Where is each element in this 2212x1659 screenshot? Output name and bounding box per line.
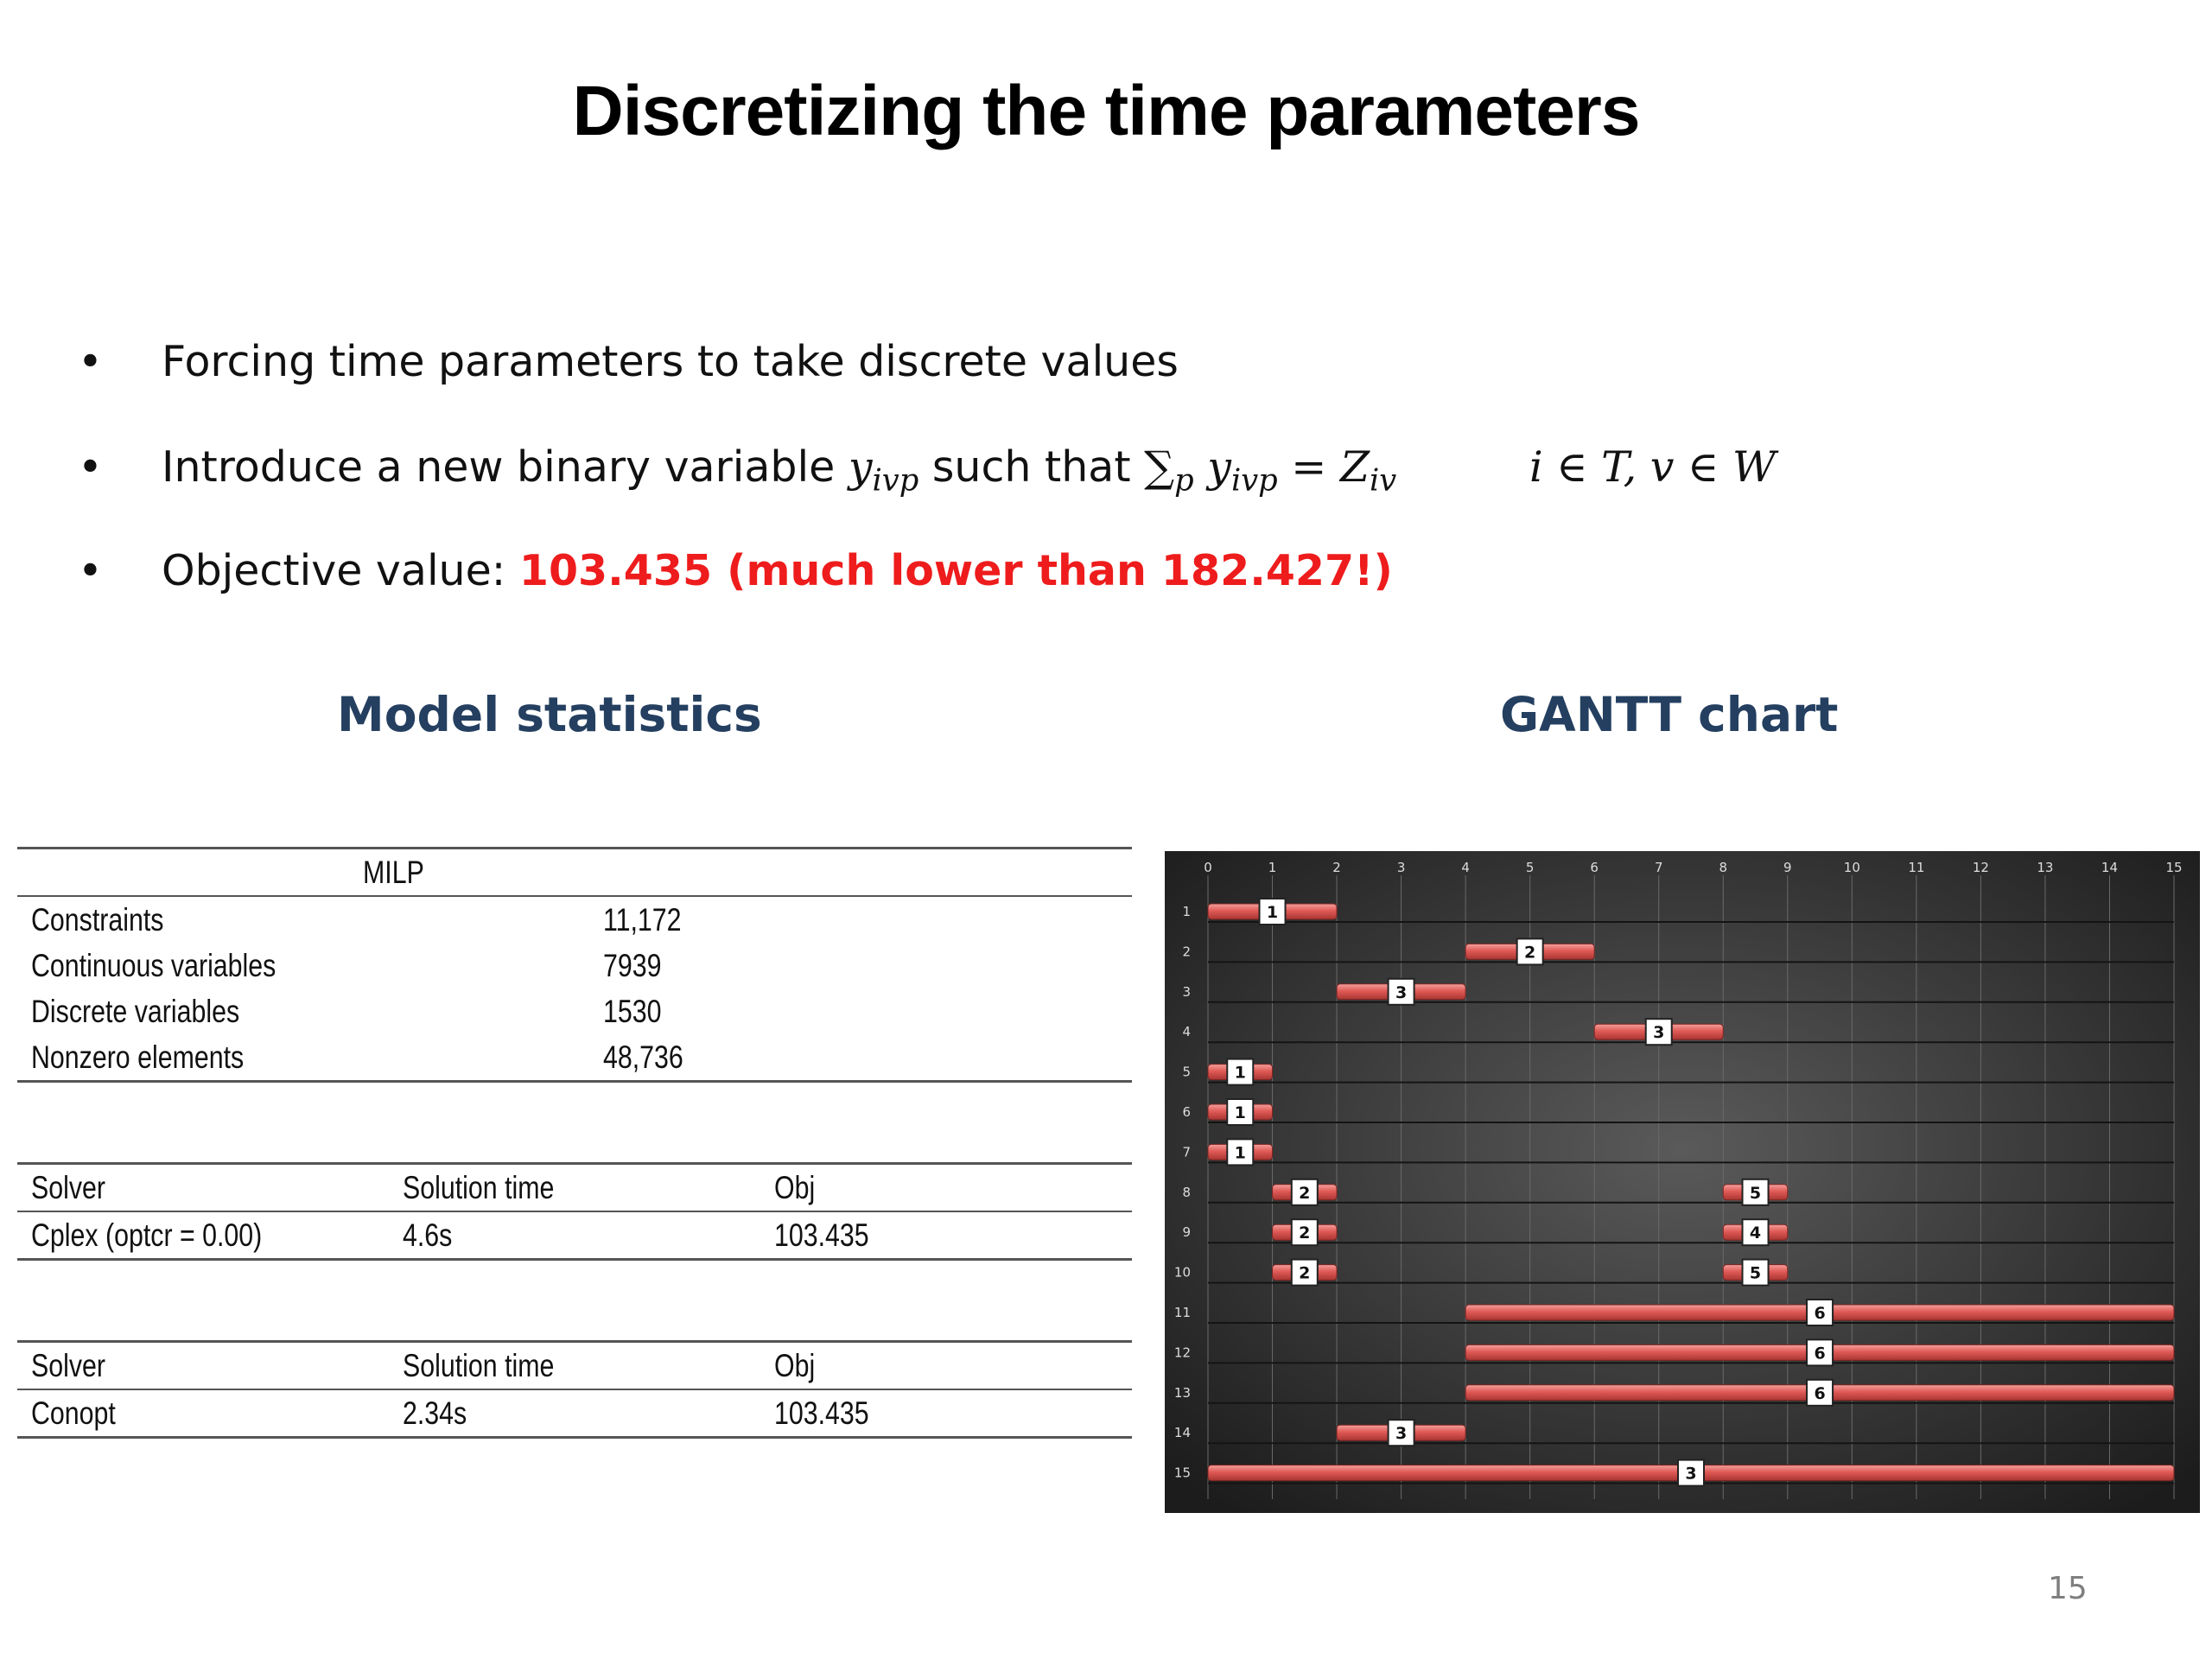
- y-tick-label: 14: [1173, 1425, 1191, 1441]
- gantt-bar-label: 2: [1299, 1263, 1311, 1283]
- bullet-text: Forcing time parameters to take discrete values: [162, 337, 1179, 386]
- gantt-bar-label: 3: [1685, 1464, 1697, 1484]
- y-tick-label: 1: [1182, 904, 1191, 919]
- y-tick-label: 4: [1182, 1024, 1191, 1040]
- table-header-row: Solver Solution time Obj: [17, 1342, 1132, 1390]
- slide-title: Discretizing the time parameters: [572, 72, 1640, 150]
- table-row: Cplex (optcr = 0.00) 4.6s 103.435: [17, 1211, 1132, 1260]
- gantt-bar-label: 6: [1814, 1304, 1826, 1323]
- x-tick-label: 6: [1590, 860, 1599, 875]
- y-tick-label: 11: [1173, 1305, 1191, 1320]
- bullet-text: Objective value: 103.435 (much lower than 182.427!): [162, 546, 1393, 595]
- gantt-chart-svg: [1165, 851, 2200, 1513]
- y-tick-label: 3: [1182, 983, 1191, 1000]
- table-header-milp: MILP: [363, 855, 424, 890]
- model-statistics-table: [17, 847, 1132, 1439]
- bullet-text: [162, 442, 1396, 499]
- x-tick-label: 3: [1396, 860, 1406, 875]
- y-tick-label: 12: [1173, 1344, 1191, 1361]
- page-number: 15: [2048, 1571, 2088, 1606]
- gantt-bar-label: 2: [1299, 1183, 1311, 1203]
- math-equation: $\sum_p$ $y_{ivp} = Z_{iv}$: [1144, 442, 1397, 499]
- y-tick-label: 8: [1182, 1184, 1191, 1200]
- gantt-bar-label: 1: [1234, 1143, 1246, 1163]
- x-tick-label: 15: [2165, 860, 2183, 875]
- y-tick-label: 15: [1173, 1465, 1191, 1481]
- bullet-dot: •: [78, 337, 103, 386]
- table-row: Discrete variables 1530: [31, 994, 662, 1029]
- y-tick-label: 13: [1173, 1384, 1191, 1401]
- gantt-bar-label: 5: [1749, 1263, 1762, 1283]
- gantt-bar-label: 3: [1395, 982, 1408, 1002]
- y-tick-label: 2: [1182, 944, 1191, 960]
- y-tick-label: 7: [1182, 1144, 1191, 1160]
- y-tick-label: 10: [1173, 1264, 1191, 1281]
- table-row: Constraints 11,172: [17, 896, 1132, 943]
- heading-model-statistics: Model statistics: [337, 687, 762, 742]
- gantt-bar-label: 5: [1749, 1183, 1762, 1203]
- table-row: Conopt 2.34s 103.435: [17, 1389, 1132, 1438]
- table-row: Nonzero elements 48,736: [17, 1034, 1132, 1082]
- gantt-bar-label: 3: [1653, 1023, 1665, 1043]
- x-tick-label: 10: [1843, 860, 1860, 875]
- bullet-dot: •: [78, 546, 103, 595]
- x-tick-label: 11: [1908, 860, 1925, 875]
- gantt-bar-label: 3: [1395, 1424, 1408, 1444]
- gantt-bar-label: 6: [1814, 1383, 1826, 1403]
- x-tick-label: 2: [1332, 860, 1341, 875]
- gantt-bar-label: 1: [1234, 1063, 1246, 1083]
- x-tick-label: 4: [1461, 860, 1470, 875]
- x-tick-label: 12: [1972, 860, 1989, 875]
- gantt-background: [1165, 851, 2200, 1513]
- objective-value: 103.435 (much lower than 182.427!): [518, 546, 1393, 595]
- table-row: Continuous variables 7939: [31, 948, 662, 983]
- y-tick-label: 6: [1182, 1104, 1191, 1120]
- x-tick-label: 13: [2037, 860, 2054, 875]
- x-tick-label: 1: [1268, 860, 1277, 875]
- bullet-mid: such that: [918, 442, 1145, 492]
- gantt-bar-label: 1: [1234, 1103, 1246, 1122]
- gantt-bar-label: 4: [1749, 1224, 1762, 1243]
- gantt-bar-label: 6: [1814, 1344, 1826, 1363]
- gantt-bar-label: 2: [1524, 943, 1536, 963]
- x-tick-label: 14: [2101, 860, 2119, 875]
- math-variable: $y_{ivp}$: [848, 442, 919, 499]
- math-domain: i ∈ T, v ∈ W: [1529, 442, 1777, 492]
- heading-gantt-chart: GANTT chart: [1500, 687, 1839, 742]
- table-header-row: Solver Solution time Obj: [17, 1164, 1132, 1212]
- bullet-dot: •: [78, 442, 103, 492]
- y-tick-label: 9: [1182, 1224, 1191, 1241]
- x-tick-label: 7: [1654, 860, 1663, 875]
- bullet-prefix: Introduce a new binary variable: [162, 442, 849, 492]
- x-tick-label: 9: [1783, 860, 1792, 875]
- x-tick-label: 5: [1525, 860, 1535, 875]
- x-tick-label: 8: [1719, 860, 1728, 875]
- x-tick-label: 0: [1204, 860, 1212, 875]
- gantt-bar-label: 1: [1266, 903, 1279, 922]
- y-tick-label: 5: [1182, 1064, 1191, 1080]
- gantt-chart: [1165, 851, 2200, 1513]
- gantt-bar-label: 2: [1299, 1224, 1311, 1243]
